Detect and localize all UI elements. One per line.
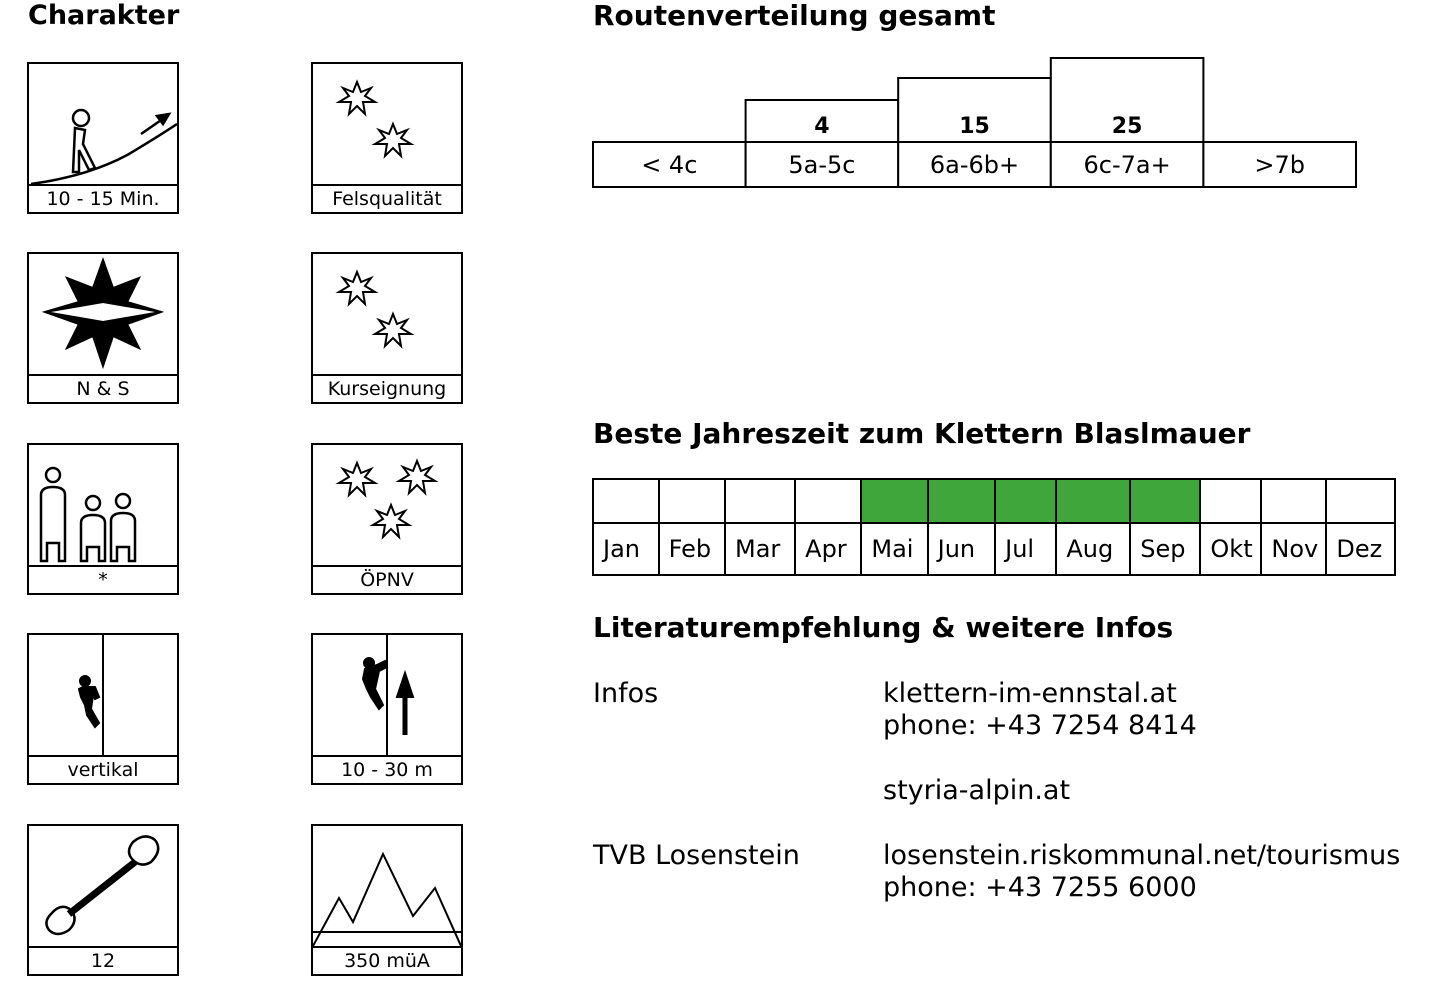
season-cell: [928, 479, 996, 523]
month-label: Aug: [1056, 523, 1130, 575]
vertical-wall-climber-icon: [29, 635, 177, 755]
month-label: Jun: [928, 523, 996, 575]
season-table: [592, 478, 1396, 576]
tile-label: N & S: [29, 374, 177, 402]
month-label: Mar: [725, 523, 795, 575]
public-transport-tile: [311, 443, 463, 595]
orientation-tile: [27, 252, 179, 404]
tile-label: 10 - 15 Min.: [29, 184, 177, 212]
season-title: Beste Jahreszeit zum Klettern Blaslmauer: [593, 417, 1251, 450]
bolts-count-tile: [27, 824, 179, 976]
tile-label: ÖPNV: [313, 565, 461, 593]
month-label: Sep: [1130, 523, 1200, 575]
category-label: 6c-7a+: [1083, 151, 1171, 179]
route-length-tile: [311, 633, 463, 785]
tile-label: vertikal: [29, 755, 177, 783]
tile-label: *: [29, 565, 177, 593]
season-cell: [1200, 479, 1261, 523]
tile-label: 350 müA: [313, 946, 461, 974]
season-cell: [1056, 479, 1130, 523]
bar-value-label: 25: [1111, 114, 1143, 139]
info-phone: phone: +43 7254 8414: [883, 710, 1197, 741]
quickdraw-icon: [29, 826, 177, 946]
bar-value-label: 4: [814, 114, 830, 139]
season-cell: [995, 479, 1056, 523]
month-label: Dez: [1326, 523, 1395, 575]
tile-label: Felsqualität: [313, 184, 461, 212]
approach-hiker-icon: [29, 64, 177, 184]
season-cell: [861, 479, 927, 523]
month-label: Jan: [593, 523, 659, 575]
month-label: Apr: [795, 523, 861, 575]
season-cell: [1261, 479, 1326, 523]
season-cell: [1130, 479, 1200, 523]
character-title: Charakter: [28, 0, 180, 31]
two-stars-icon: [313, 64, 461, 184]
month-label: Nov: [1261, 523, 1326, 575]
course-suitability-tile: [311, 252, 463, 404]
tile-label: 12: [29, 946, 177, 974]
three-stars-icon: [313, 445, 461, 565]
tvb-label: TVB Losenstein: [593, 840, 800, 871]
info-label: Infos: [593, 678, 659, 709]
compass-star-icon: [29, 254, 177, 374]
season-cell: [593, 479, 659, 523]
mountain-icon: [313, 826, 461, 946]
family-icon: [29, 445, 177, 565]
two-stars-icon: [313, 254, 461, 374]
category-label: 6a-6b+: [929, 151, 1020, 179]
literature-title: Literaturempfehlung & weitere Infos: [593, 611, 1174, 644]
steepness-tile: [27, 633, 179, 785]
tvb-value: [883, 840, 1400, 904]
season-month-row: [593, 523, 1395, 575]
info-link[interactable]: klettern-im-ennstal.at: [883, 678, 1177, 709]
route-distribution-chart: [592, 56, 1358, 190]
rock-quality-tile: [311, 62, 463, 214]
category-label: < 4c: [641, 151, 698, 179]
info-link[interactable]: styria-alpin.at: [883, 775, 1071, 806]
tile-label: 10 - 30 m: [313, 755, 461, 783]
category-label: 5a-5c: [788, 151, 856, 179]
route-length-arrow-icon: [313, 635, 461, 755]
month-label: Feb: [659, 523, 725, 575]
month-label: Jul: [995, 523, 1056, 575]
bar-value-label: 15: [959, 114, 990, 139]
season-cell: [725, 479, 795, 523]
season-cell: [659, 479, 725, 523]
season-cell: [795, 479, 861, 523]
tvb-phone: phone: +43 7255 6000: [883, 872, 1197, 903]
approach-time-tile: [27, 62, 179, 214]
month-label: Okt: [1200, 523, 1261, 575]
category-label: >7b: [1254, 151, 1306, 179]
info-value: [883, 775, 1070, 807]
tvb-link[interactable]: losenstein.riskommunal.net/tourismus: [883, 840, 1401, 871]
route-distribution-title: Routenverteilung gesamt: [593, 0, 996, 32]
tile-label: Kurseignung: [313, 374, 461, 402]
info-value: [883, 678, 1197, 742]
season-cell: [1326, 479, 1395, 523]
season-highlight-row: [593, 479, 1395, 523]
family-tile: [27, 443, 179, 595]
altitude-tile: [311, 824, 463, 976]
month-label: Mai: [861, 523, 927, 575]
